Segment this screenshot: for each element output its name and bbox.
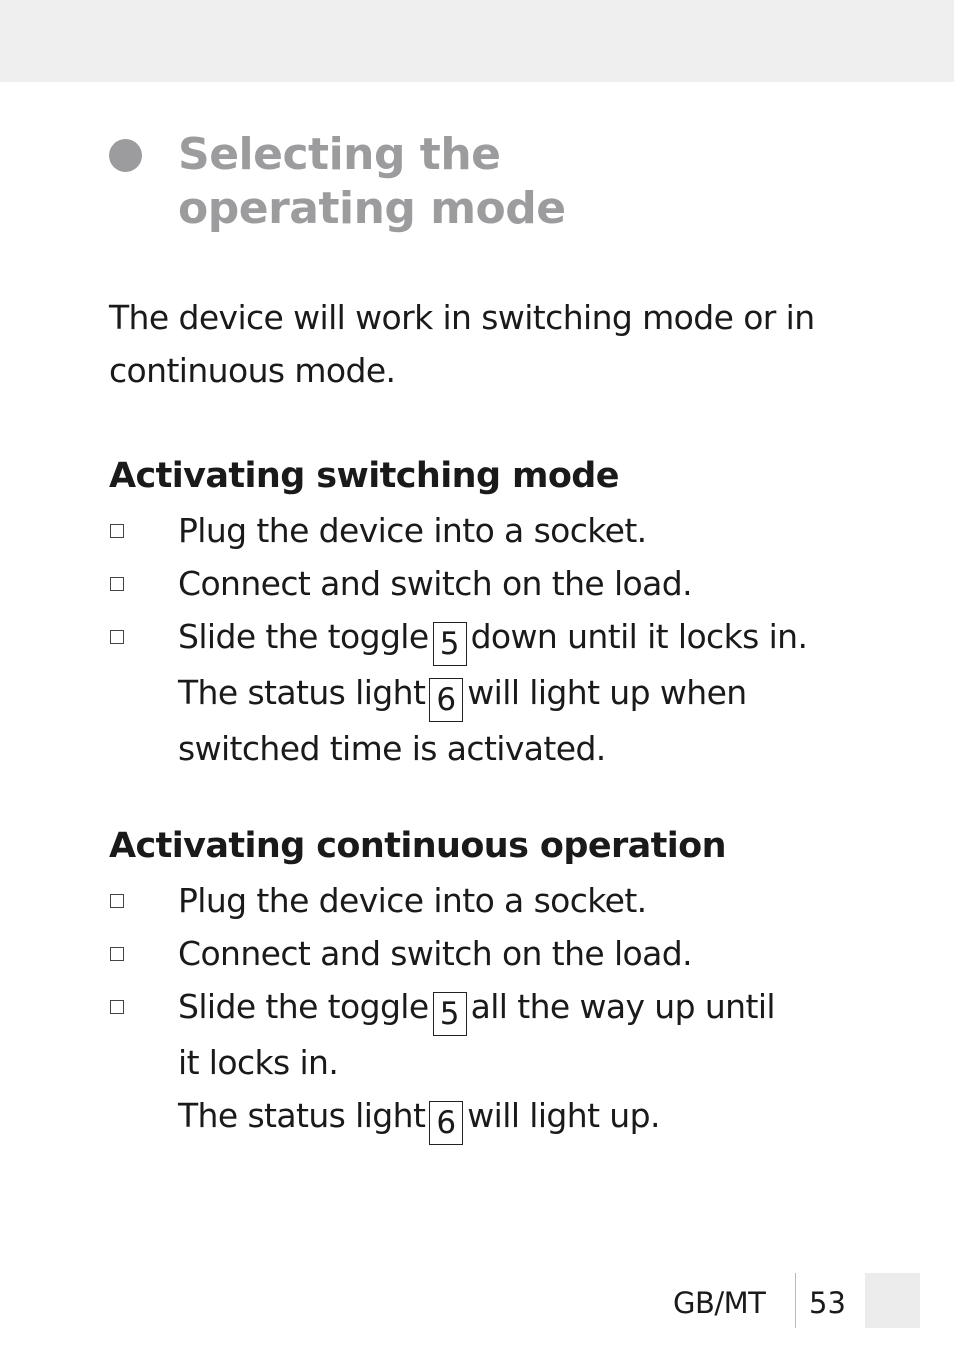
continuous-step-3-line-2: it locks in. [178,1043,339,1082]
switching-step-3 [178,610,868,775]
intro-paragraph [109,291,849,397]
continuous-operation-heading: Activating continuous operation [109,826,726,866]
toggle-reference-number: 5 [433,992,467,1036]
page-corner-tab [865,1273,920,1328]
section-title-line-1: Selecting the [178,129,501,180]
section-title [178,128,566,236]
switching-step-3-line-2: The status light 6 will light up when [178,666,868,722]
section-title-line-2: operating mode [178,183,566,234]
section-bullet-icon [109,139,142,172]
checkbox-square-icon [110,577,124,591]
switching-mode-heading: Activating switching mode [109,456,619,496]
continuous-step-3 [178,980,868,1145]
footer-region-label: GB/MT [673,1286,766,1320]
intro-line-2: continuous mode. [109,351,396,390]
checkbox-square-icon [110,630,124,644]
switching-step-1: Plug the device into a socket. [178,504,868,557]
continuous-step-1: Plug the device into a socket. [178,874,868,927]
checkbox-square-icon [110,524,124,538]
status-light-reference-number: 6 [429,678,463,722]
page-number: 53 [809,1286,846,1320]
checkbox-square-icon [110,947,124,961]
switching-step-3-line-1: Slide the toggle 5 down until it locks in. [178,610,868,666]
switching-step-3-line-3: switched time is activated. [178,729,606,768]
checkbox-square-icon [110,1000,124,1014]
continuous-step-2: Connect and switch on the load. [178,927,868,980]
status-light-reference-number: 6 [429,1101,463,1145]
top-band [0,0,954,82]
checkbox-square-icon [110,894,124,908]
continuous-step-3-line-3: The status light 6 will light up. [178,1089,868,1145]
continuous-step-3-line-1: Slide the toggle 5 all the way up until [178,980,868,1036]
switching-step-2: Connect and switch on the load. [178,557,868,610]
intro-line-1: The device will work in switching mode or in [109,298,815,337]
toggle-reference-number: 5 [433,622,467,666]
footer-divider [795,1273,796,1328]
